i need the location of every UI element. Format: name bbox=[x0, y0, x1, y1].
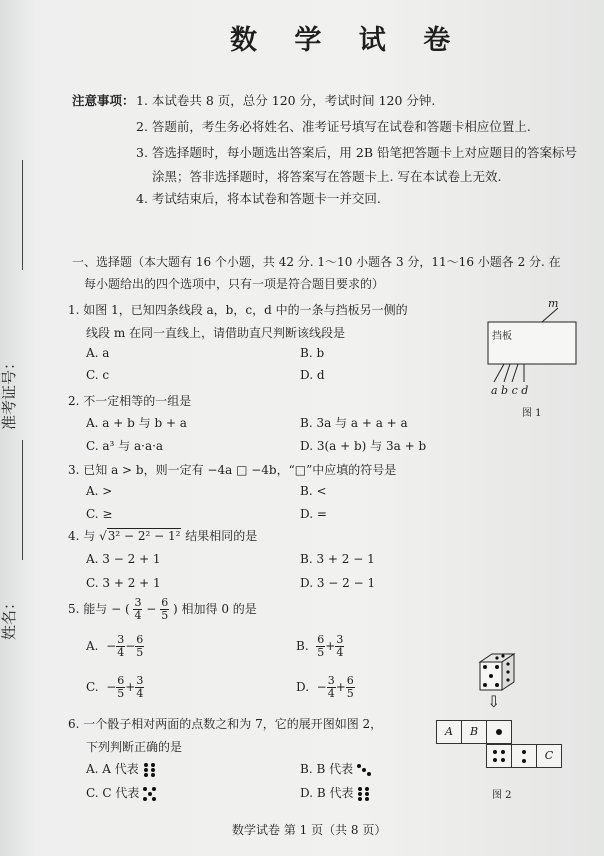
q5-option-b: B. $\frac{6}{5}$ + $\frac{3}{4}$ bbox=[296, 633, 344, 659]
segment-m bbox=[542, 308, 558, 322]
net-face-c: C bbox=[536, 744, 562, 768]
q3-option-b: B. < bbox=[300, 484, 327, 498]
q6-option-d: D. B 代表 bbox=[300, 784, 371, 801]
notice-item-4: 4. 考试结束后，将本试卷和答题卡一并交回. bbox=[136, 191, 381, 206]
q4-stem-pre: 4. 与 bbox=[68, 529, 96, 543]
net-face-one bbox=[486, 720, 512, 744]
figure-1-segment-labels: a b c d bbox=[491, 384, 529, 397]
page-title: 数 学 试 卷 bbox=[230, 25, 465, 56]
figure-1-caption: 图 1 bbox=[522, 408, 542, 419]
q5-stem-post: ) 相加得 0 的是 bbox=[173, 602, 257, 616]
figure-2-arrow-icon: ⇩ bbox=[487, 692, 501, 711]
q4-option-c: C. 3 + 2 + 1 bbox=[86, 576, 161, 590]
margin-line-top bbox=[22, 160, 23, 270]
figure-1-m-label: m bbox=[548, 297, 559, 310]
id-number-label: 准考证号： bbox=[0, 354, 18, 430]
margin-line-middle bbox=[22, 440, 23, 560]
q2-option-c: C. a³ 与 a·a·a bbox=[86, 439, 164, 453]
q5-stem-mid: − bbox=[146, 602, 157, 616]
notice-item-1: 1. 本试卷共 8 页，总分 120 分，考试时间 120 分钟. bbox=[136, 93, 436, 108]
q5-option-c: C. − $\frac{6}{5}$ + $\frac{3}{4}$ bbox=[86, 674, 144, 700]
q2-option-d: D. 3(a + b) 与 3a + b bbox=[300, 439, 427, 453]
q4-option-b: B. 3 + 2 − 1 bbox=[300, 552, 375, 566]
q6-stem-cont: 下列判断正确的是 bbox=[86, 740, 183, 754]
page-footer: 数学试卷 第 1 页（共 8 页） bbox=[232, 823, 387, 837]
notice-item-2: 2. 答题前，考生务必将姓名、准考证号填写在试卷和答题卡相应位置上. bbox=[136, 119, 531, 134]
q1-option-d: D. d bbox=[300, 368, 325, 382]
net-face-b: B bbox=[461, 720, 487, 744]
notice-item-3: 3. 答选择题时，每小题选出答案后，用 2B 铅笔把答题卡上对应题目的答案标号 bbox=[136, 145, 577, 160]
q5-option-a: A. − $\frac{3}{4}$ − $\frac{6}{5}$ bbox=[86, 633, 144, 659]
q4-option-a: A. 3 − 2 + 1 bbox=[86, 552, 161, 566]
q2-stem: 2. 不一定相等的一组是 bbox=[68, 394, 192, 408]
dice-five-icon bbox=[143, 787, 157, 801]
q3-option-c: C. ≥ bbox=[86, 507, 113, 521]
q4-stem-post: 结果相同的是 bbox=[185, 529, 258, 543]
net-face-four bbox=[486, 744, 512, 768]
q4-sqrt-sign: √ bbox=[99, 529, 107, 543]
figure-2-die-icon bbox=[474, 650, 518, 694]
notice-item-3-cont: 涂黑；答非选择题时，将答案写在答题卡上. 写在本试卷上无效. bbox=[152, 169, 502, 184]
section-heading-cont: 每小题给出的四个选项中，只有一项是符合题目要求的） bbox=[84, 277, 385, 291]
segment-a bbox=[494, 364, 504, 382]
q2-option-b: B. 3a 与 a + a + a bbox=[300, 416, 408, 430]
figure-1-board-diagram bbox=[480, 298, 580, 418]
q1-option-c: C. c bbox=[86, 368, 110, 382]
dice-three-icon bbox=[357, 763, 371, 777]
figure-1-board-label: 挡板 bbox=[492, 331, 512, 342]
figure-2-caption: 图 2 bbox=[492, 790, 512, 801]
name-label: 姓名： bbox=[0, 594, 18, 640]
segment-b bbox=[504, 364, 510, 382]
notice-label: 注意事项： bbox=[72, 93, 135, 108]
section-heading: 一、选择题（本大题有 16 个小题，共 42 分. 1～10 小题各 3 分，11～16 小题各 2 分. 在 bbox=[72, 255, 561, 269]
q6-option-c: C. C 代表 bbox=[86, 784, 157, 801]
q1-stem-cont: 线段 m 在同一直线上，请借助直尺判断该线段是 bbox=[86, 326, 346, 340]
net-face-two bbox=[511, 744, 537, 768]
q5-fraction-1: $\frac{3}{4}$ bbox=[134, 596, 142, 622]
q3-stem: 3. 已知 a > b，则一定有 −4a □ −4b，“□”中应填的符号是 bbox=[68, 463, 397, 477]
q6-stem: 6. 一个骰子相对两面的点数之和为 7，它的展开图如图 2， bbox=[68, 717, 383, 731]
q6-option-a: A. A 代表 bbox=[86, 760, 157, 777]
q5-fraction-2: $\frac{6}{5}$ bbox=[161, 596, 169, 622]
q5-option-d: D. − $\frac{3}{4}$ + $\frac{6}{5}$ bbox=[296, 674, 354, 700]
q1-option-a: A. a bbox=[86, 346, 110, 360]
q5-stem-pre: 5. 能与 − ( bbox=[68, 602, 130, 616]
q4-stem bbox=[68, 527, 257, 544]
q5-stem bbox=[68, 597, 257, 622]
q1-stem: 1. 如图 1，已知四条线段 a，b，c，d 中的一条与挡板另一侧的 bbox=[68, 303, 408, 317]
q6-option-b: B. B 代表 bbox=[300, 760, 371, 777]
q3-option-a: A. > bbox=[86, 484, 113, 498]
q4-option-d: D. 3 − 2 − 1 bbox=[300, 576, 376, 590]
q1-option-b: B. b bbox=[300, 346, 325, 360]
q4-radicand: 3² − 2² − 1² bbox=[107, 529, 181, 543]
q2-option-a: A. a + b 与 b + a bbox=[86, 416, 187, 430]
segment-c bbox=[512, 364, 518, 382]
net-face-a: A bbox=[436, 720, 462, 744]
dice-six-icon bbox=[357, 787, 371, 801]
dice-six-icon bbox=[143, 763, 157, 777]
q3-option-d: D. = bbox=[300, 507, 327, 521]
